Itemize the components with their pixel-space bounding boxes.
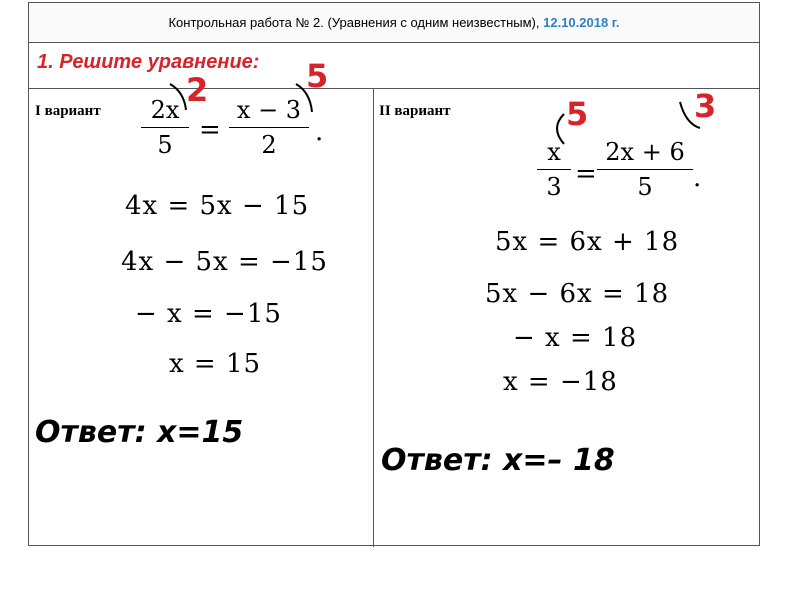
v1-numerator-left: 2x bbox=[150, 96, 180, 124]
v1-answer: Ответ: x=15 bbox=[35, 415, 244, 450]
task-text: 1. Решите уравнение: bbox=[37, 51, 260, 73]
v1-denominator-right: 2 bbox=[261, 131, 277, 159]
variant-1-label: I вариант bbox=[35, 103, 101, 119]
column-divider bbox=[373, 89, 374, 547]
v1-step-4: x = 15 bbox=[169, 349, 262, 379]
v1-step-3: − x = −15 bbox=[135, 299, 282, 329]
v2-numerator-left: x bbox=[547, 138, 561, 166]
variant-2-label: II вариант bbox=[379, 103, 451, 119]
v2-multiplier-mark-2: 3 bbox=[694, 87, 717, 125]
v2-fraction-right bbox=[597, 137, 693, 202]
v2-step-4: x = −18 bbox=[503, 367, 618, 397]
v2-numerator-right: 2x + 6 bbox=[605, 138, 685, 166]
v2-fraction-bar-right bbox=[597, 169, 693, 170]
v1-numerator-right: x − 3 bbox=[236, 96, 302, 124]
v1-period: . bbox=[315, 117, 324, 147]
worksheet-table bbox=[28, 2, 760, 546]
v1-equals-sign: = bbox=[199, 115, 221, 145]
v1-step-2: 4x − 5x = −15 bbox=[121, 247, 328, 277]
v2-multiplier-mark-1: 5 bbox=[566, 95, 589, 133]
worksheet-title: Контрольная работа № 2. (Уравнения с одним неизвестным), bbox=[168, 15, 540, 30]
v2-denominator-left: 3 bbox=[546, 173, 562, 201]
worksheet-header bbox=[29, 3, 759, 43]
v1-multiplier-mark-2: 5 bbox=[306, 57, 329, 95]
v1-multiplier-mark-1: 2 bbox=[186, 71, 209, 109]
v2-mark-arc-1 bbox=[548, 112, 566, 146]
v2-step-3: − x = 18 bbox=[513, 323, 638, 353]
v1-step-1: 4x = 5x − 15 bbox=[125, 191, 310, 221]
v2-equals-sign: = bbox=[575, 159, 597, 189]
v1-fraction-bar-left bbox=[141, 127, 189, 128]
v2-step-2: 5x − 6x = 18 bbox=[485, 279, 670, 309]
v2-answer: Ответ: x=– 18 bbox=[381, 443, 615, 478]
v1-denominator-left: 5 bbox=[157, 131, 173, 159]
v2-step-1: 5x = 6x + 18 bbox=[495, 227, 680, 257]
worksheet-date: 12.10.2018 г. bbox=[543, 15, 620, 30]
v1-fraction-bar-right bbox=[229, 127, 309, 128]
task-row bbox=[29, 43, 759, 89]
v2-denominator-right: 5 bbox=[637, 173, 653, 201]
v2-fraction-bar-left bbox=[537, 169, 571, 170]
v2-fraction-left bbox=[537, 137, 571, 202]
v1-mark-arc-1 bbox=[168, 82, 188, 112]
v2-period: . bbox=[693, 163, 702, 193]
